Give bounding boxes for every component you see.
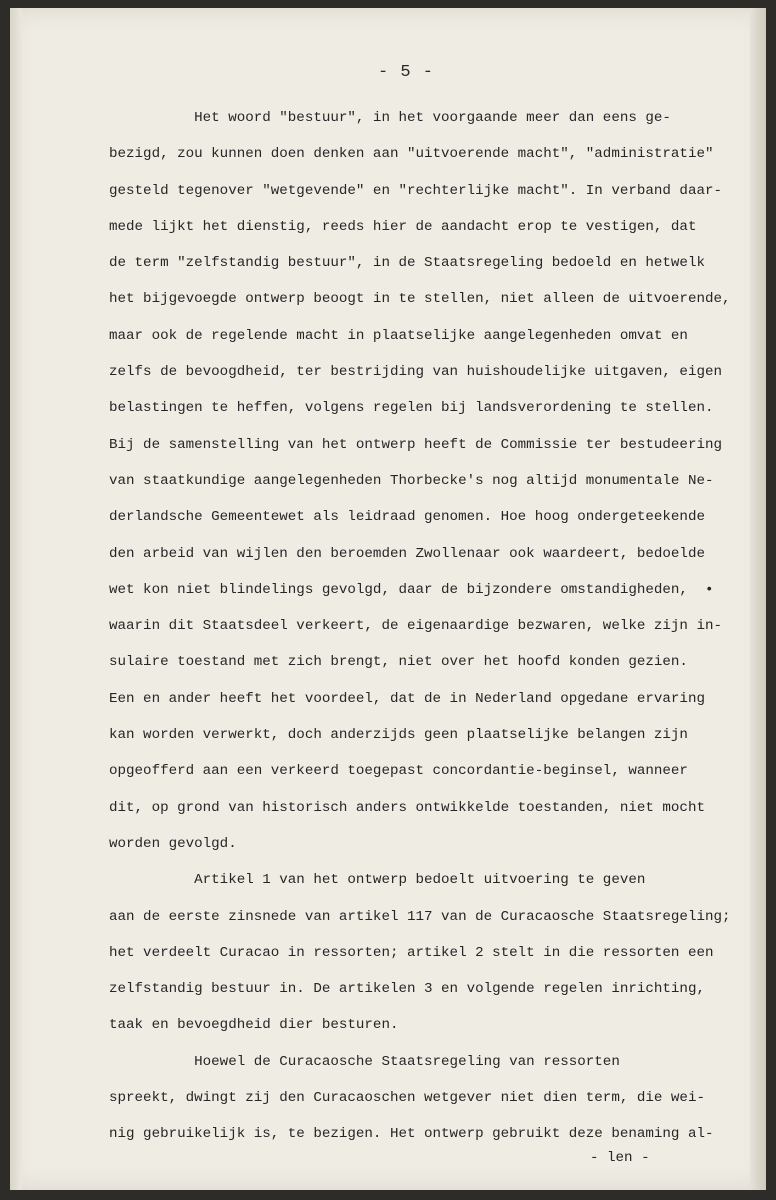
- text-line: Hoewel de Curacaosche Staatsregeling van ressorten: [109, 1053, 620, 1070]
- text-line: Bij de samenstelling van het ontwerp heeft de Commissie ter bestudeering: [109, 436, 722, 453]
- text-line: opgeofferd aan een verkeerd toegepast concordantie-beginsel, wanneer: [109, 763, 688, 780]
- text-line: nig gebruikelijk is, te bezigen. Het ontwerp gebruikt deze benaming al-: [109, 1126, 714, 1143]
- text-line: Artikel 1 van het ontwerp bedoelt uitvoering te geven: [109, 872, 646, 889]
- text-line: maar ook de regelende macht in plaatselijke aangelegenheden omvat en: [109, 327, 688, 344]
- text-line: derlandsche Gemeentewet als leidraad genomen. Hoe hoog ondergeteekende: [109, 509, 705, 526]
- text-line: zelfstandig bestuur in. De artikelen 3 en volgende regelen inrichting,: [109, 981, 705, 998]
- text-line: Een en ander heeft het voordeel, dat de in Nederland opgedane ervaring: [109, 690, 705, 707]
- text-line: de term "zelfstandig bestuur", in de Staatsregeling bedoeld en hetwelk: [109, 255, 705, 272]
- text-line: dit, op grond van historisch anders ontwikkelde toestanden, niet mocht: [109, 799, 705, 816]
- text-line: den arbeid van wijlen den beroemden Zwollenaar ook waardeert, bedoelde: [109, 545, 705, 562]
- page-number: - 5 -: [377, 63, 434, 82]
- text-line: het verdeelt Curacao in ressorten; artikel 2 stelt in die ressorten een: [109, 944, 714, 961]
- text-line: van staatkundige aangelegenheden Thorbecke's nog altijd monumentale Ne-: [109, 472, 714, 489]
- text-line: het bijgevoegde ontwerp beoogt in te stellen, niet alleen de uitvoerende,: [109, 291, 731, 308]
- text-line: mede lijkt het dienstig, reeds hier de aandacht erop te vestigen, dat: [109, 218, 697, 235]
- text-line: zelfs de bevoogdheid, ter bestrijding van huishoudelijke uitgaven, eigen: [109, 364, 722, 381]
- text-line: Het woord "bestuur", in het voorgaande meer dan eens ge-: [109, 110, 671, 126]
- text-line: aan de eerste zinsnede van artikel 117 van de Curacaosche Staatsregeling;: [109, 908, 731, 925]
- text-line: worden gevolgd.: [109, 835, 237, 852]
- text-line: spreekt, dwingt zij den Curacaoschen wetgever niet dien term, die wei-: [109, 1090, 705, 1107]
- catchword: - len -: [590, 1150, 650, 1166]
- text-line: waarin dit Staatsdeel verkeert, de eigenaardige bezwaren, welke zijn in-: [109, 618, 722, 635]
- body-text: [109, 100, 739, 1153]
- text-line: belastingen te heffen, volgens regelen bij landsverordening te stellen.: [109, 400, 714, 417]
- text-line: taak en bevoegdheid dier besturen.: [109, 1017, 399, 1034]
- page-left-edge: [10, 8, 22, 1190]
- page-right-edge: [750, 8, 766, 1190]
- text-line: bezigd, zou kunnen doen denken aan "uitvoerende macht", "administratie": [109, 146, 714, 163]
- text-line: sulaire toestand met zich brengt, niet over het hoofd konden gezien.: [109, 654, 688, 671]
- text-line: gesteld tegenover "wetgevende" en "rechterlijke macht". In verband daar-: [109, 182, 722, 199]
- text-line: wet kon niet blindelings gevolgd, daar de bijzondere omstandigheden, •: [109, 581, 714, 598]
- text-line: kan worden verwerkt, doch anderzijds geen plaatselijke belangen zijn: [109, 727, 688, 744]
